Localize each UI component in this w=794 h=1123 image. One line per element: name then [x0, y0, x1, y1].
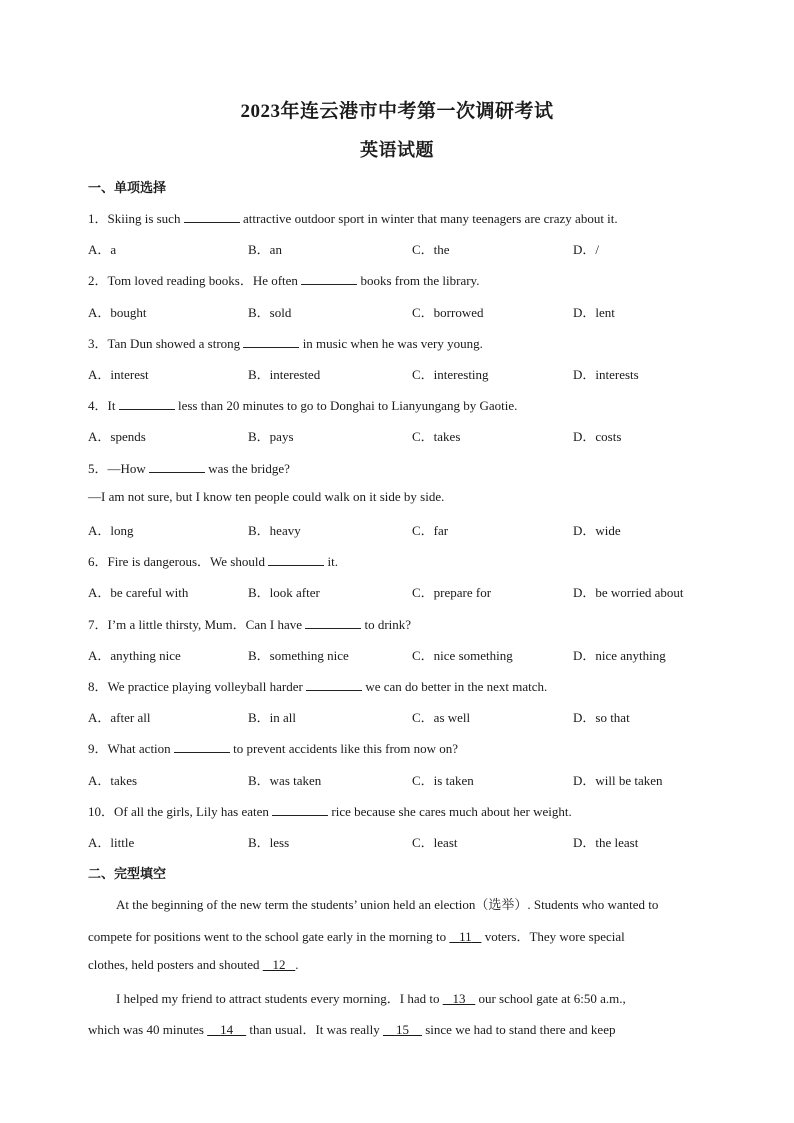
option-row [88, 645, 728, 663]
question-text: was the bridge? [205, 460, 290, 476]
cloze-blank-12[interactable] [263, 957, 299, 972]
page-title: 2023年连云港市中考第一次调研考试 [240, 101, 554, 122]
question-text: to drink? [361, 616, 412, 632]
blank-number: 13 [452, 991, 466, 1006]
option-row [88, 707, 728, 725]
question-dialogue-line: —I am not sure, but I know ten people could walk on it side by side. [88, 488, 445, 504]
answer-option-c[interactable]: C．as well [412, 710, 471, 726]
passage-text: our school gate at 6:50 a.m., [475, 991, 626, 1006]
answer-option-a[interactable]: A．little [88, 835, 135, 850]
answer-option-b[interactable]: B．was taken [248, 772, 322, 788]
answer-option-a[interactable]: A．long [88, 523, 134, 538]
passage-line [88, 957, 702, 973]
answer-blank[interactable] [149, 460, 205, 473]
question-stem [88, 801, 728, 820]
passage-text: voters．They wore special [481, 929, 625, 944]
option-row [88, 302, 728, 320]
question-text: 6．Fire is dangerous．We should [88, 554, 269, 570]
answer-option-b[interactable]: B．interested [248, 367, 321, 382]
passage-line [88, 1019, 702, 1038]
answer-blank[interactable] [174, 740, 230, 753]
answer-option-a[interactable]: A．be careful with [88, 585, 189, 601]
passage-text: . [295, 957, 299, 972]
question-text: 1．Skiing is such [88, 211, 184, 226]
answer-blank[interactable] [268, 553, 324, 566]
question-text: 5．—How [88, 460, 150, 476]
question-text: 3．Tan Dun showed a strong [88, 335, 244, 351]
cloze-blank-14[interactable] [207, 1022, 246, 1037]
question-text: 10．Of all the girls, Lily has eaten [88, 803, 273, 819]
answer-option-c[interactable]: C．nice something [412, 647, 513, 663]
question-text: to prevent accidents like this from now on? [229, 741, 459, 757]
question-text: we can do better in the next match. [362, 679, 548, 694]
answer-blank[interactable] [305, 616, 361, 629]
answer-option-a[interactable]: A．takes [88, 772, 138, 788]
answer-option-a[interactable]: A．spends [88, 429, 146, 445]
cloze-blank-15[interactable] [383, 1022, 422, 1037]
answer-option-d[interactable]: D．costs [573, 429, 622, 445]
page-subtitle: 英语试题 [360, 140, 434, 160]
blank-number: 11 [459, 929, 472, 944]
option-row [88, 832, 728, 850]
answer-option-d[interactable]: D．so that [573, 710, 630, 726]
answer-blank[interactable] [243, 335, 299, 348]
answer-option-b[interactable]: B．in all [248, 710, 297, 726]
option-row [88, 520, 728, 538]
question-text: 2．Tom loved reading books．He often [88, 273, 302, 289]
passage-text: compete for positions went to the school gate early in the morning to [88, 929, 450, 944]
question-text: 9．What action [88, 741, 174, 757]
question-stem [88, 395, 728, 414]
answer-option-c[interactable]: C．the [412, 242, 450, 258]
passage-line [116, 988, 702, 1007]
answer-option-a[interactable]: A．bought [88, 304, 147, 320]
option-row [88, 239, 728, 257]
passage-text: At the beginning of the new term the students’ union held an election（选举）. Students who wanted to [116, 897, 659, 912]
passage-line [116, 894, 702, 913]
answer-option-d[interactable]: D．/ [573, 242, 600, 258]
answer-option-b[interactable]: B．less [248, 835, 290, 850]
answer-option-a[interactable]: A．a [88, 242, 117, 258]
passage-text: than usual．It was really [246, 1022, 383, 1037]
answer-option-c[interactable]: C．far [412, 523, 449, 538]
option-row [88, 770, 728, 788]
cloze-blank-13[interactable] [443, 991, 476, 1006]
blank-number: 15 [395, 1022, 409, 1037]
answer-option-a[interactable]: A．anything nice [88, 647, 181, 663]
option-row [88, 426, 728, 444]
answer-option-d[interactable]: D．be worried about [573, 585, 684, 601]
answer-blank[interactable] [272, 803, 328, 816]
passage-text: since we had to stand there and keep [421, 1022, 616, 1037]
question-text: 4．It [88, 398, 119, 414]
answer-option-d[interactable]: D．interests [573, 367, 639, 382]
question-text: books from the library. [357, 273, 480, 289]
answer-option-c[interactable]: C．is taken [412, 772, 474, 788]
question-text: less than 20 minutes to go to Donghai to Lianyungang by Gaotie. [174, 398, 518, 414]
answer-option-c[interactable]: C．least [412, 835, 458, 850]
blank-number: 14 [220, 1022, 234, 1037]
question-stem [88, 458, 728, 477]
answer-option-b[interactable]: B．something nice [248, 647, 349, 663]
answer-option-d[interactable]: D．lent [573, 304, 615, 320]
question-text: it. [324, 554, 338, 570]
question-text: 7．I’m a little thirsty, Mum．Can I have [88, 616, 306, 632]
question-text: attractive outdoor sport in winter that many teenagers are crazy about it. [239, 211, 618, 226]
passage-line [88, 926, 702, 945]
answer-option-d[interactable]: D．wide [573, 523, 621, 538]
passage-text: clothes, held posters and shouted [88, 957, 263, 972]
answer-blank[interactable] [301, 272, 357, 285]
section-heading-single-choice: 一、单项选择 [88, 181, 167, 196]
answer-option-c[interactable]: C．interesting [412, 367, 489, 382]
answer-option-b[interactable]: B．pays [248, 429, 294, 445]
question-stem [88, 738, 728, 757]
question-stem [88, 270, 728, 289]
answer-option-a[interactable]: A．after all [88, 710, 151, 726]
passage-text: which was 40 minutes [88, 1022, 208, 1037]
option-row [88, 364, 728, 382]
answer-option-b[interactable]: B．sold [248, 304, 292, 320]
answer-blank[interactable] [306, 678, 362, 691]
answer-option-d[interactable]: D．will be taken [573, 772, 663, 788]
answer-option-c[interactable]: C．borrowed [412, 304, 484, 320]
option-row [88, 582, 728, 600]
answer-option-d[interactable]: D．the least [573, 835, 639, 850]
answer-option-c[interactable]: C．takes [412, 429, 461, 445]
question-text: 8．We practice playing volleyball harder [88, 679, 307, 694]
answer-blank[interactable] [119, 397, 175, 410]
cloze-blank-11[interactable] [449, 929, 481, 944]
question-stem [88, 676, 728, 695]
answer-option-b[interactable]: B．an [248, 242, 282, 258]
question-text: rice because she cares much about her weight. [328, 803, 572, 819]
answer-blank[interactable] [184, 210, 240, 223]
question-stem [88, 208, 728, 227]
passage-text: I helped my friend to attract students every morning．I had to [116, 991, 443, 1006]
answer-option-a[interactable]: A．interest [88, 367, 149, 382]
blank-number: 12 [272, 957, 286, 972]
question-stem [88, 333, 728, 352]
question-stem [88, 551, 728, 570]
question-stem [88, 614, 728, 633]
answer-option-d[interactable]: D．nice anything [573, 647, 666, 663]
question-text: in music when he was very young. [299, 335, 483, 351]
answer-option-b[interactable]: B．look after [248, 585, 320, 601]
answer-option-b[interactable]: B．heavy [248, 523, 301, 538]
section-heading-cloze: 二、完型填空 [88, 867, 167, 882]
answer-option-c[interactable]: C．prepare for [412, 585, 492, 601]
